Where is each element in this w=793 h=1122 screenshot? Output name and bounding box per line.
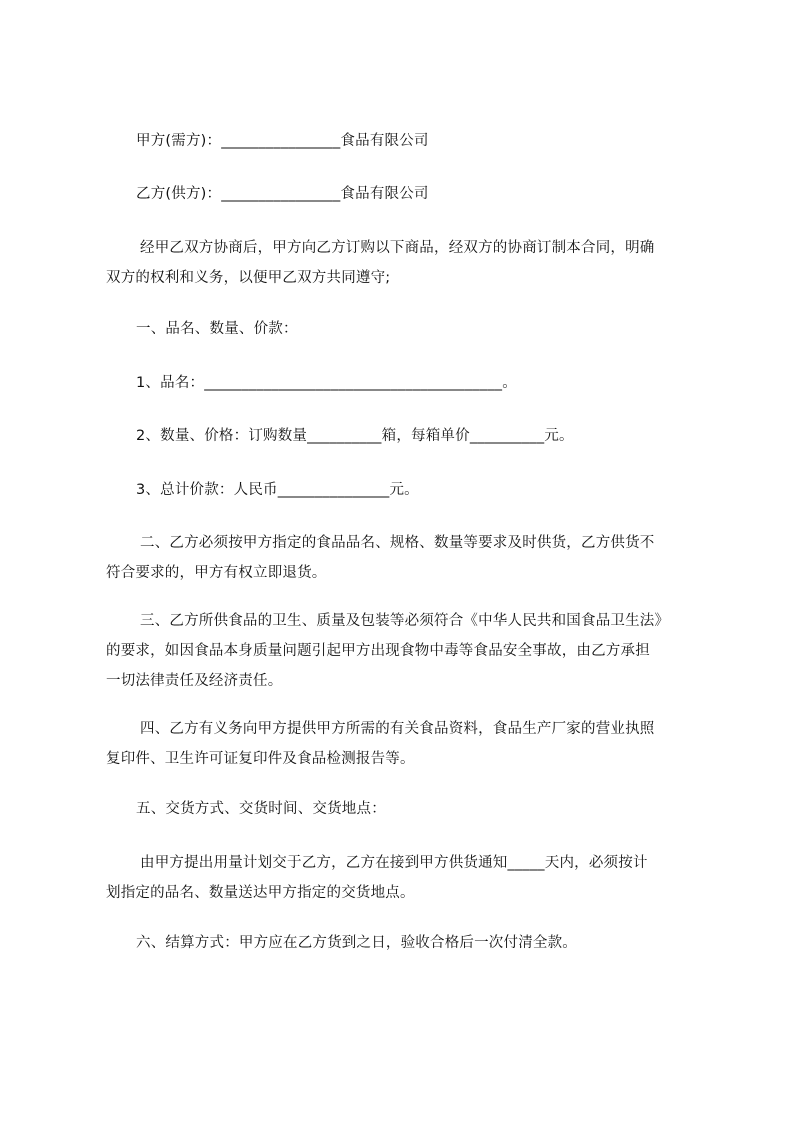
section-5-paragraph (106, 848, 648, 908)
party-a-line (136, 126, 429, 156)
item-3-line (136, 475, 419, 505)
intro-line-1: 经甲乙双方协商后，甲方向乙方订购以下商品，经双方的协商订制本合同，明确 (140, 240, 655, 256)
party-b-text: 乙方(供方)：________________食品有限公司 (136, 186, 429, 202)
section-2-paragraph (106, 528, 655, 588)
section-2-line-2: 符合要求的，甲方有权立即退货。 (106, 565, 327, 581)
item-1-text: 1、品名：________________________________________。 (136, 375, 517, 391)
section-1-title-text: 一、品名、数量、价款： (136, 321, 298, 337)
section-5-line-1: 由甲方提出用量计划交于乙方，乙方在接到甲方供货通知_____天内，必须按计 (140, 855, 648, 871)
section-4-line-2: 复印件、卫生许可证复印件及食品检测报告等。 (106, 751, 415, 767)
section-3-paragraph (106, 606, 669, 696)
party-b-line (136, 179, 429, 209)
section-5-title (136, 794, 386, 824)
section-3-line-1: 三、乙方所供食品的卫生、质量及包装等必须符合《中华人民共和国食品卫生法》 (140, 613, 670, 629)
section-3-line-3: 一切法律责任及经济责任。 (106, 673, 283, 689)
section-5-title-text: 五、交货方式、交货时间、交货地点： (136, 801, 386, 817)
party-a-text: 甲方(需方)：________________食品有限公司 (136, 133, 429, 149)
section-6-line (136, 928, 577, 958)
item-2-line (136, 421, 574, 451)
section-3-line-2: 的要求，如因食品本身质量问题引起甲方出现食物中毒等食品安全事故，由乙方承担 (106, 643, 650, 659)
intro-line-2: 双方的权利和义务，以便甲乙双方共同遵守; (106, 270, 391, 286)
section-4-paragraph (106, 714, 655, 774)
section-6-text: 六、结算方式：甲方应在乙方货到之日，验收合格后一次付清全款。 (136, 935, 577, 951)
item-2-text: 2、数量、价格：订购数量__________箱，每箱单价__________元。 (136, 428, 574, 444)
item-3-text: 3、总计价款：人民币_______________元。 (136, 482, 419, 498)
section-2-line-1: 二、乙方必须按甲方指定的食品品名、规格、数量等要求及时供货，乙方供货不 (140, 535, 655, 551)
intro-paragraph (106, 233, 655, 293)
section-4-line-1: 四、乙方有义务向甲方提供甲方所需的有关食品资料，食品生产厂家的营业执照 (140, 721, 655, 737)
section-1-title (136, 314, 298, 344)
section-5-line-2: 划指定的品名、数量送达甲方指定的交货地点。 (106, 885, 415, 901)
item-1-line (136, 368, 517, 398)
